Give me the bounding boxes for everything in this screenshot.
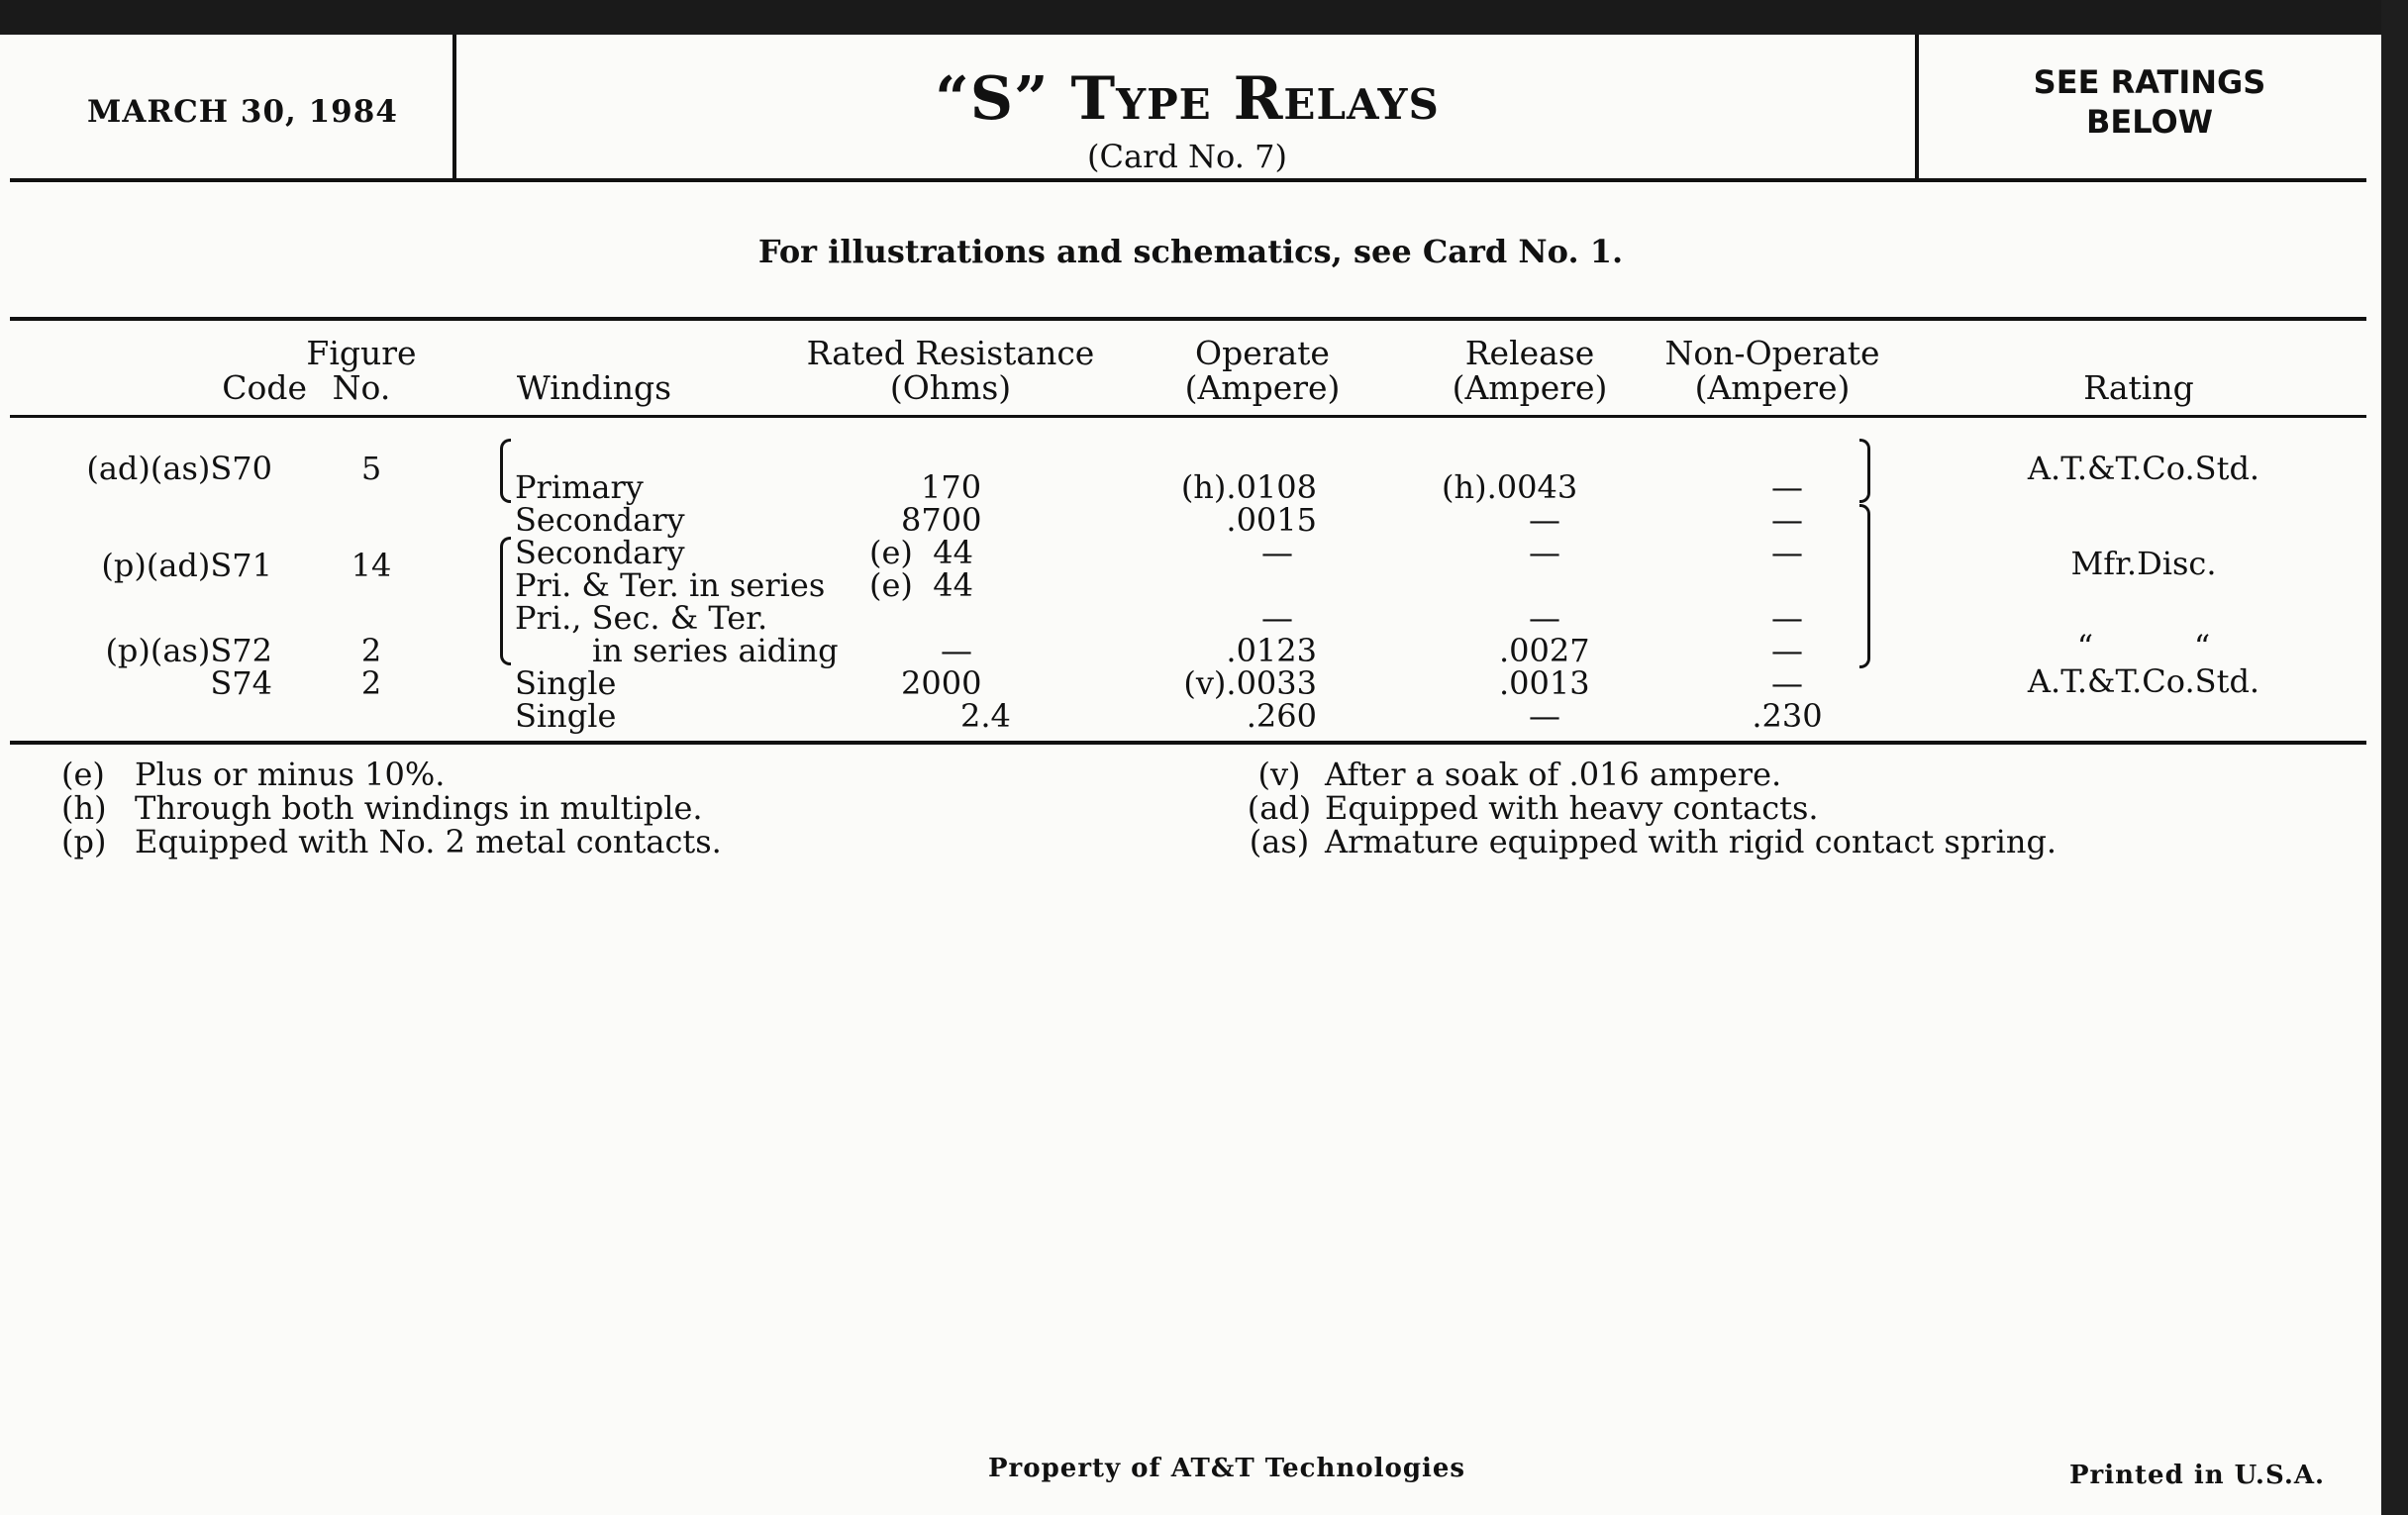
note-ad	[1234, 791, 1819, 825]
resistance-row-8: 2.4	[960, 697, 1011, 735]
release-row-8: —	[1529, 697, 1560, 735]
winding-row-8: Single	[515, 697, 617, 735]
col-header-code: Code	[222, 368, 307, 407]
operate-row-5: —	[1261, 599, 1293, 637]
note-text: Through both windings in multiple.	[135, 789, 703, 827]
card-number: (Card No. 7)	[1087, 138, 1287, 175]
ratings-note	[1919, 62, 2380, 142]
card-title	[459, 64, 1915, 134]
note-v	[1234, 758, 1781, 791]
note-key: (h)	[61, 789, 107, 827]
rating-brace-lower-s70	[1859, 470, 1870, 503]
col-header-windings: Windings	[516, 368, 672, 407]
note-key: (as)	[1249, 823, 1310, 860]
col-header-figure-bottom: No.	[332, 368, 391, 407]
rating-brace-upper-s70	[1859, 439, 1870, 471]
operate-row-6: .0123	[1226, 632, 1317, 669]
note-text: Equipped with No. 2 metal contacts.	[135, 823, 722, 860]
winding-row-1: Primary	[515, 468, 644, 506]
scan-border-top	[0, 0, 2408, 35]
note-p	[61, 825, 722, 858]
intro-note: For illustrations and schematics, see Card No. 1.	[757, 233, 1624, 270]
nonoperate-row-3: —	[1771, 534, 1803, 571]
col-header-nonoperate-top: Non-Operate	[1664, 334, 1880, 372]
code-s71: (p)(ad)S71	[101, 547, 272, 584]
resistance-row-2: 8700	[901, 501, 982, 539]
operate-row-3: —	[1261, 534, 1293, 571]
note-text: Armature equipped with rigid contact spring.	[1325, 823, 2057, 860]
release-row-7: .0013	[1499, 664, 1590, 702]
header-bottom-rule	[10, 415, 2366, 418]
resistance-row-3: (e) 44	[869, 534, 973, 571]
note-key: (e)	[61, 756, 105, 793]
figure-s72: 2	[360, 632, 382, 669]
winding-brace-s71	[500, 537, 511, 665]
col-header-resistance-top: Rated Resistance	[806, 334, 1095, 372]
nonoperate-row-6: —	[1771, 632, 1803, 669]
nonoperate-row-1: —	[1771, 468, 1803, 506]
card-header	[0, 35, 2381, 178]
operate-row-1: (h).0108	[1180, 468, 1317, 506]
winding-row-7: Single	[515, 664, 617, 702]
winding-brace-lower-s70	[500, 470, 511, 503]
note-key: (p)	[61, 823, 107, 860]
rating-brace-s71	[1859, 504, 1870, 668]
code-s74: S74	[210, 664, 272, 702]
operate-row-8: .260	[1246, 697, 1317, 735]
col-header-release-top: Release	[1464, 334, 1595, 372]
rating-s74: A.T.&T.Co.Std.	[2027, 662, 2260, 700]
resistance-row-1: 170	[921, 468, 982, 506]
note-e	[61, 758, 445, 791]
winding-row-3: Secondary	[515, 534, 685, 571]
release-row-3: —	[1529, 534, 1560, 571]
code-s72: (p)(as)S72	[105, 632, 272, 669]
footer-property: Property of AT&T Technologies	[988, 1454, 1466, 1483]
col-header-figure-top: Figure	[306, 334, 417, 372]
scan-border-right	[2381, 0, 2408, 1515]
ratings-line-1: SEE RATINGS	[2033, 63, 2266, 101]
resistance-row-6: —	[941, 632, 972, 669]
winding-row-6: in series aiding	[592, 632, 839, 669]
col-header-release-bottom: (Ampere)	[1452, 368, 1608, 407]
col-header-nonoperate-bottom: (Ampere)	[1694, 368, 1851, 407]
title-text: Type Relays	[1070, 64, 1440, 134]
note-text: Equipped with heavy contacts.	[1325, 789, 1819, 827]
resistance-row-4: (e) 44	[869, 566, 973, 604]
col-header-resistance-bottom: (Ohms)	[889, 368, 1012, 407]
winding-row-5: Pri., Sec. & Ter.	[515, 599, 768, 637]
rating-s71: Mfr.Disc.	[2070, 545, 2217, 582]
card-date: MARCH 30, 1984	[87, 94, 398, 130]
figure-s74: 2	[360, 664, 382, 702]
title-quote: “S”	[935, 64, 1050, 134]
figure-s71: 14	[351, 547, 392, 584]
nonoperate-row-7: —	[1771, 664, 1803, 702]
rating-s70: A.T.&T.Co.Std.	[2027, 450, 2260, 487]
release-row-2: —	[1529, 501, 1560, 539]
table-top-rule	[10, 317, 2366, 321]
note-key: (ad)	[1247, 789, 1312, 827]
operate-row-7: (v).0033	[1183, 664, 1317, 702]
resistance-row-7: 2000	[901, 664, 982, 702]
relay-card	[0, 35, 2381, 1515]
note-h	[61, 791, 703, 825]
note-key: (v)	[1257, 756, 1301, 793]
rating-s72-ditto: “ “	[2076, 628, 2211, 665]
note-text: Plus or minus 10%.	[135, 756, 446, 793]
figure-s70: 5	[360, 450, 382, 487]
code-s70: (ad)(as)S70	[86, 450, 272, 487]
winding-row-2: Secondary	[515, 501, 685, 539]
nonoperate-row-8: .230	[1752, 697, 1823, 735]
note-as	[1234, 825, 2057, 858]
header-rule	[10, 178, 2366, 182]
note-text: After a soak of .016 ampere.	[1325, 756, 1782, 793]
col-header-operate-bottom: (Ampere)	[1184, 368, 1341, 407]
release-row-6: .0027	[1499, 632, 1590, 669]
release-row-1: (h).0043	[1442, 468, 1578, 506]
col-header-operate-top: Operate	[1195, 334, 1330, 372]
nonoperate-row-2: —	[1771, 501, 1803, 539]
winding-row-4: Pri. & Ter. in series	[515, 566, 826, 604]
footer-printed: Printed in U.S.A.	[2069, 1461, 2326, 1490]
operate-row-2: .0015	[1226, 501, 1317, 539]
nonoperate-row-5: —	[1771, 599, 1803, 637]
header-divider-left	[452, 35, 456, 179]
col-header-rating: Rating	[2083, 368, 2194, 407]
table-bottom-rule	[10, 741, 2366, 745]
ratings-line-2: BELOW	[2086, 103, 2213, 141]
winding-brace-upper-s70	[500, 439, 511, 471]
release-row-5: —	[1529, 599, 1560, 637]
